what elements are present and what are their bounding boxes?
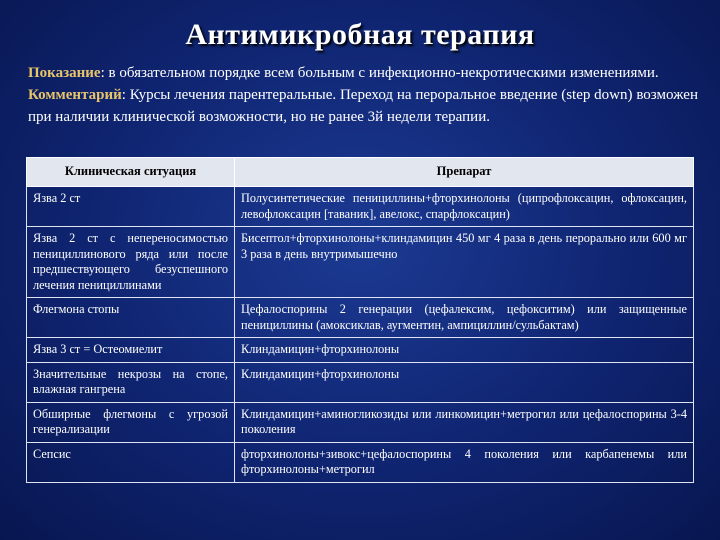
- comment-label: Комментарий: [28, 87, 122, 103]
- drug-cell: Клиндамицин+аминогликозиды или линкомицин+метрогил или цефалоспорины 3-4 поколения: [235, 402, 694, 442]
- indication-text: : в обязательном порядке всем больным с инфекционно-некротическими изменениями.: [100, 65, 659, 81]
- drug-cell: Клиндамицин+фторхинолоны: [235, 362, 694, 402]
- slide-title: Антимикробная терапия: [185, 18, 535, 51]
- table-row: [27, 187, 694, 227]
- drug-cell: Цефалоспорины 2 генерации (цефалексим, цефокситим) или защищенные пенициллины (амоксиклав, аугментин, ампициллин/сульбактам): [235, 298, 694, 338]
- drug-cell: Клиндамицин+фторхинолоны: [235, 338, 694, 363]
- comment-text: : Курсы лечения парентеральные. Переход на пероральное введение (step down) возможен при наличии клинической возможности, но не ранее 3й недели терапии.: [28, 87, 698, 125]
- situation-cell: Обширные флегмоны с угрозой генерализации: [27, 402, 235, 442]
- drug-cell: фторхинолоны+зивокс+цефалоспорины 4 поколения или карбапенемы или фторхинолоны+метрогил: [235, 442, 694, 482]
- header-clinical-situation: Клиническая ситуация: [27, 158, 235, 187]
- table-row: [27, 442, 694, 482]
- situation-cell: Язва 3 ст = Остеомиелит: [27, 338, 235, 363]
- table-row: [27, 338, 694, 363]
- situation-cell: Значительные некрозы на стопе, влажная гангрена: [27, 362, 235, 402]
- situation-cell: Флегмона стопы: [27, 298, 235, 338]
- situation-cell: Сепсис: [27, 442, 235, 482]
- table-row: [27, 298, 694, 338]
- indication-label: Показание: [28, 65, 101, 81]
- table-row: [27, 402, 694, 442]
- intro-text: [28, 62, 698, 128]
- situation-cell: Язва 2 ст с непереносимостью пенициллинового ряда или после предшествующего безуспешного лечения пенициллинами: [27, 227, 235, 298]
- drug-cell: Полусинтетические пенициллины+фторхинолоны (ципрофлоксацин, офлоксацин, левофлоксацин [таваник], авелокс, спарфлоксацин): [235, 187, 694, 227]
- table-header-row: [27, 158, 694, 187]
- therapy-table: [26, 157, 694, 483]
- situation-cell: Язва 2 ст: [27, 187, 235, 227]
- table-row: [27, 227, 694, 298]
- header-drug: Препарат: [235, 158, 694, 187]
- table-row: [27, 362, 694, 402]
- drug-cell: Бисептол+фторхинолоны+клиндамицин 450 мг 4 раза в день перорально или 600 мг 3 раза в день внутримышечно: [235, 227, 694, 298]
